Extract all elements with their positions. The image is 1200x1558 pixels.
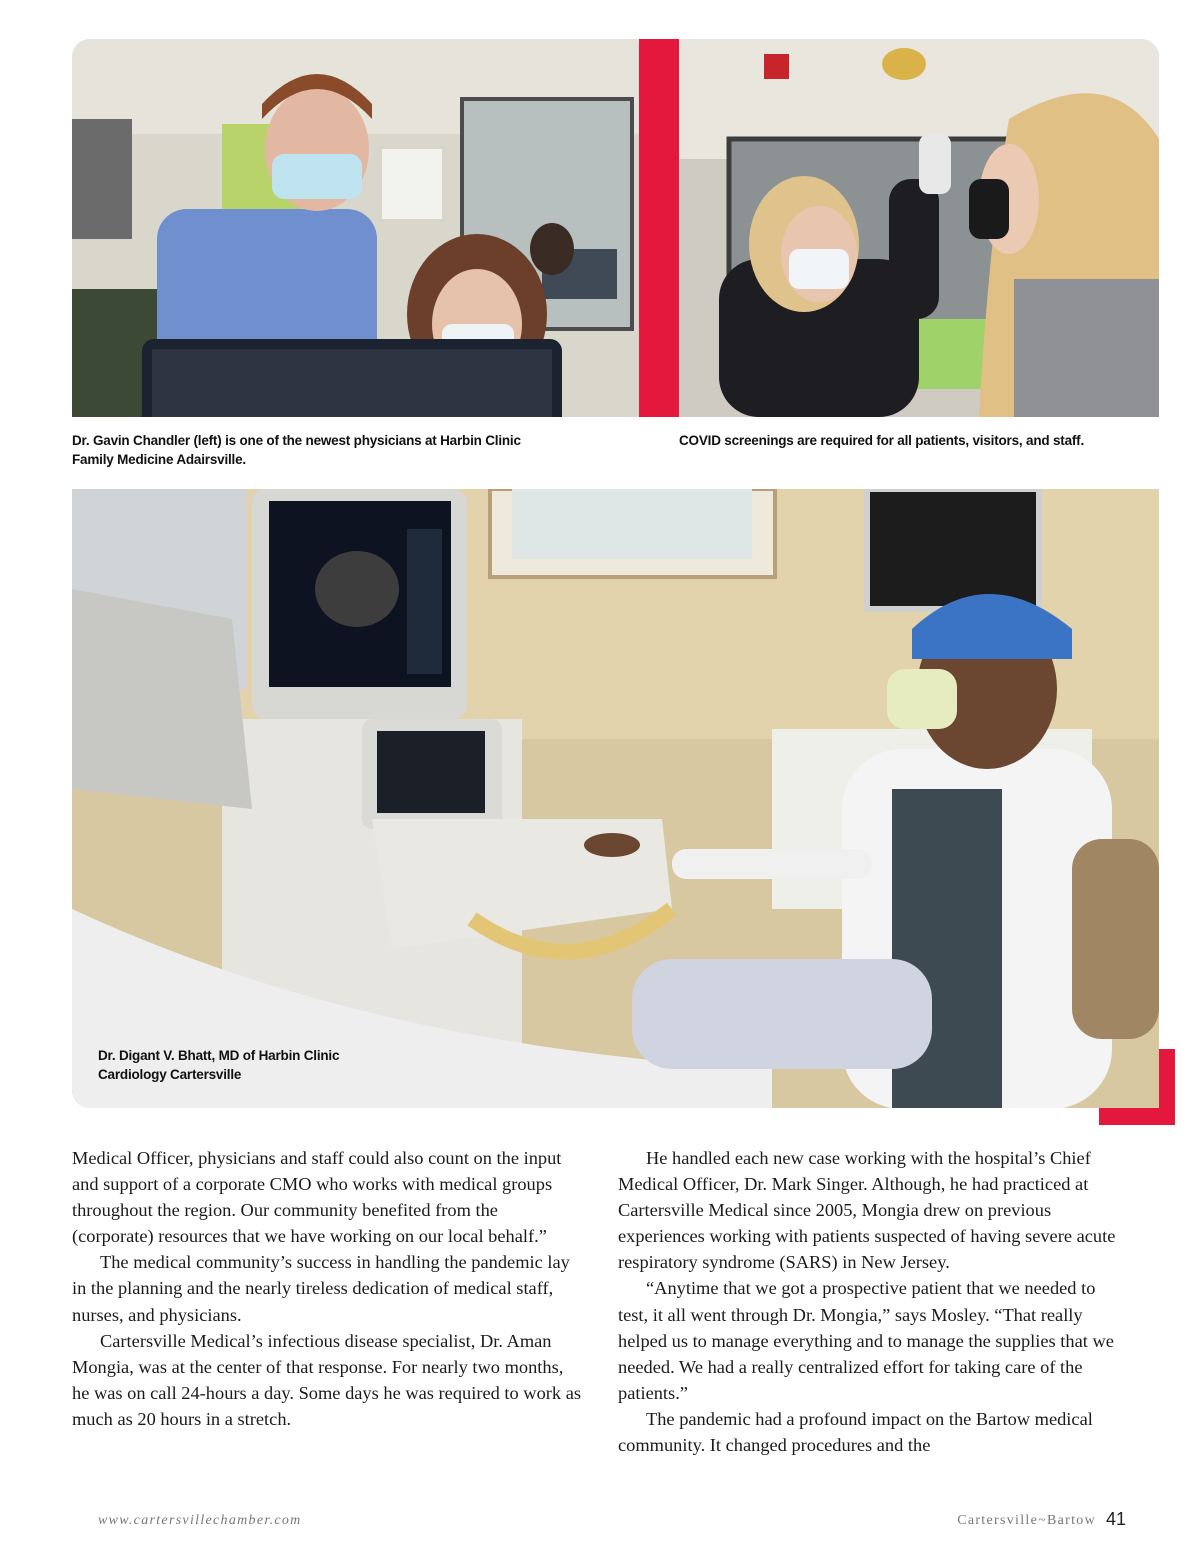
page-number: 41	[1106, 1509, 1127, 1529]
caption-cardiologist-line1: Dr. Digant V. Bhatt, MD of Harbin Clinic	[98, 1048, 340, 1063]
paragraph: Medical Officer, physicians and staff could also count on the input and support of a corporate CMO who works with medical groups throughout the region. Our community benefited from the (corporate) resources that we have working on our local behalf.”	[72, 1148, 562, 1247]
caption-cardiologist-line2: Cardiology Cartersville	[98, 1067, 242, 1082]
photo-covid-screening	[679, 39, 1159, 417]
footer-website-url: www.cartersvillechamber.com	[98, 1513, 302, 1528]
red-divider-bar	[639, 39, 679, 417]
paragraph: The medical community’s success in handling the pandemic lay in the planning and the nearly tireless dedication of medical staff, nurses, and physicians.	[72, 1252, 570, 1325]
paragraph: The pandemic had a profound impact on the Bartow medical community. It changed procedures and the	[618, 1408, 1093, 1456]
paragraph: Cartersville Medical’s infectious disease specialist, Dr. Aman Mongia, was at the center of that response. For nearly two months, he was on call 24-hours a day. Some days he was required to work as much as 20 hours in a stretch.	[72, 1330, 582, 1429]
caption-cardiologist-photo	[98, 1046, 398, 1084]
paragraph: He handled each new case working with the hospital’s Chief Medical Officer, Dr. Mark Singer. Although, he had practiced at Cartersville Medical since 2005, Mongia drew on previous experiences working with patients suspected of having severe acute respiratory syndrome (SARS) in New Jersey.	[618, 1148, 1116, 1273]
article-column-right	[618, 1145, 1128, 1458]
caption-screening-photo: COVID screenings are required for all patients, visitors, and staff.	[679, 433, 1085, 448]
article-column-left	[72, 1145, 582, 1432]
caption-physician-photo: Dr. Gavin Chandler (left) is one of the newest physicians at Harbin Clinic Family Medicine Adairsville.	[72, 433, 521, 467]
photo-cardiologist-ultrasound	[72, 489, 1159, 1108]
footer-publication-name: Cartersville~Bartow	[957, 1513, 1096, 1528]
paragraph: “Anytime that we got a prospective patient that we needed to test, it all went through Dr. Mongia,” says Mosley. “That really helped us to manage everything and to manage the supplies that we needed. We had a really centralized effort for taking care of the patients.”	[618, 1278, 1114, 1403]
photo-physician-at-workstation	[72, 39, 639, 417]
